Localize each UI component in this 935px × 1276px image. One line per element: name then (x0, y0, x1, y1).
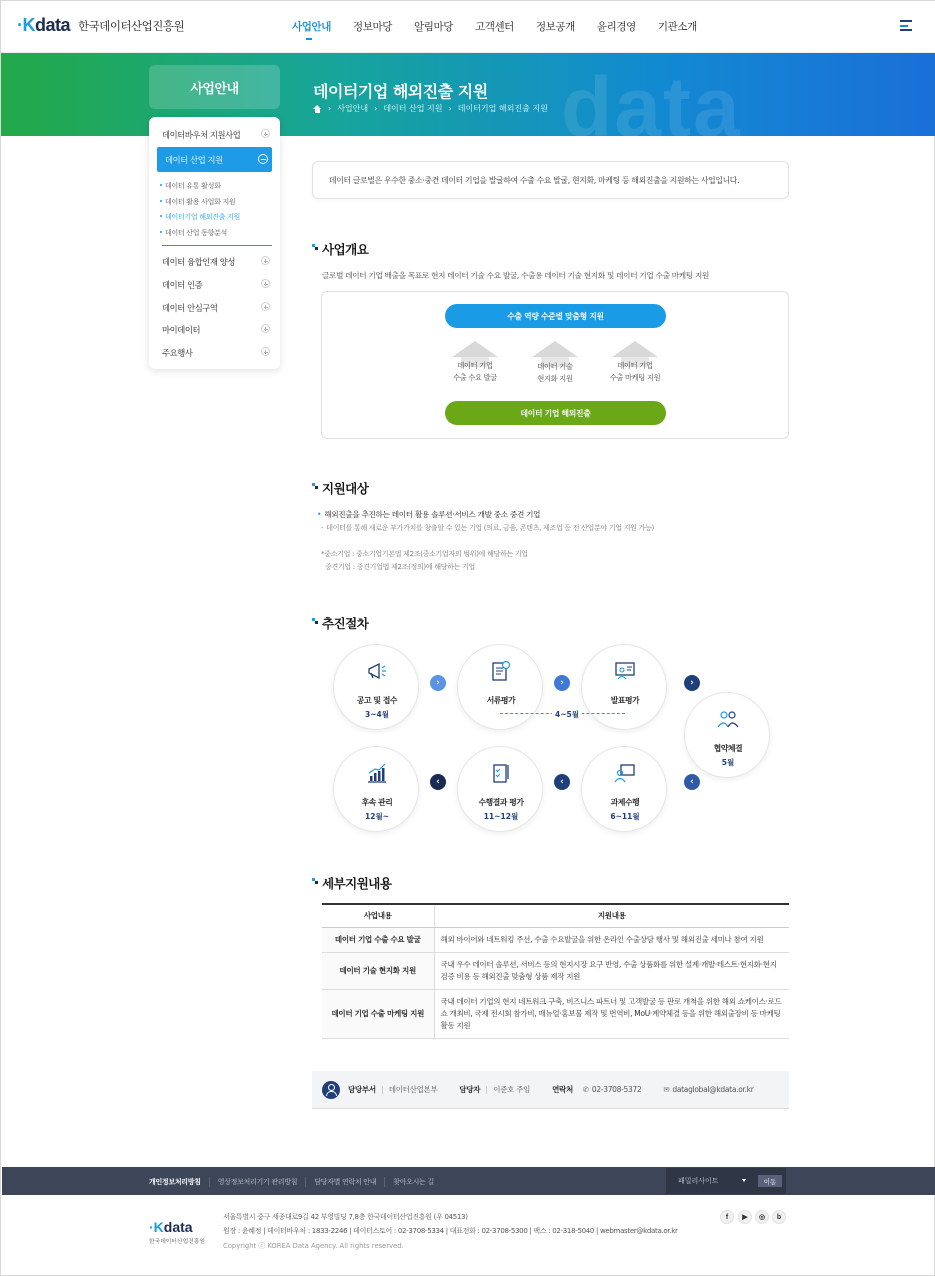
breadcrumb (313, 103, 548, 114)
sidebar-menu (149, 117, 280, 369)
nav-disclosure[interactable]: 정보공개 (535, 21, 575, 33)
home-icon[interactable] (313, 105, 322, 113)
step-label: 협약체결 (713, 744, 743, 753)
breadcrumb-sep-icon: › (328, 104, 332, 113)
step-period: 12월~ (365, 812, 389, 821)
logo-org-name: 한국데이터산업진흥원 (78, 18, 185, 33)
target-main: • 해외진출을 추진하는 데이터 활용 솔루션·서비스 개발 중소 중견 기업 (317, 509, 540, 520)
contact-dept: 데이터산업본부 (388, 1085, 438, 1094)
arrow-label-marketing (595, 360, 675, 384)
breadcrumb-sep-icon: › (448, 104, 452, 113)
sidebar-divider (162, 245, 272, 246)
page-title: 데이터기업 해외진출 지원 (313, 82, 488, 101)
sidebar-item-safe-zone[interactable]: 데이터 안심구역 (162, 303, 218, 313)
row-name: 데이터 기업 수출 마케팅 지원 (322, 989, 434, 1038)
contact-person: 이준호 주임 (493, 1085, 531, 1094)
step-period: 6~11월 (610, 812, 640, 821)
step-agreement (684, 692, 770, 778)
chevron-right-icon: › (684, 675, 700, 691)
kdata-logo[interactable] (17, 15, 184, 36)
blog-icon[interactable]: b (772, 1210, 786, 1224)
footer-link-directions[interactable]: 찾아오시는 길 (393, 1178, 434, 1186)
sidebar-title: 사업안내 (149, 65, 280, 109)
breadcrumb-item[interactable]: 사업안내 (337, 104, 369, 113)
arrow-label-line: 데이터 기술 (537, 362, 573, 371)
document-review-icon (489, 659, 513, 683)
divider (382, 1086, 383, 1094)
row-name: 데이터 기업 수출 수요 발굴 (322, 927, 434, 952)
nav-info[interactable]: 정보마당 (352, 21, 392, 33)
sidebar-sub-trends[interactable]: 데이터 산업 동향분석 (165, 229, 228, 237)
family-site-go-button[interactable]: 이동 (758, 1175, 782, 1187)
step-label: 서류평가 (486, 696, 516, 705)
footer-address: 서울특별시 중구 세종대로9길 42 부영빌딩 7,8층 한국데이터산업진흥원 (우 04513) (223, 1213, 468, 1221)
sidebar-item-mydata[interactable]: 마이데이터 (162, 325, 201, 335)
arrow-label-localization (515, 361, 595, 385)
sidebar-item-events[interactable]: 주요행사 (162, 348, 193, 358)
nav-business[interactable]: 사업안내 (292, 21, 331, 33)
sidebar-sub-overseas[interactable]: 데이터기업 해외진출 지원 (165, 213, 240, 221)
step-label: 공고 및 접수 (356, 696, 398, 705)
nav-ethics[interactable]: 윤리경영 (596, 21, 636, 33)
detail-table (322, 903, 789, 1039)
target-sub: - 데이터를 통해 새로운 부가가치를 창출할 수 있는 기업 (의료, 금융, 콘텐츠, 제조업 등 전 산업분야 기업 지원 가능) (321, 523, 654, 533)
sidebar-item-label: 데이터 산업 지원 (165, 154, 223, 165)
contact-person-label: 담당자 (459, 1085, 481, 1094)
column-header: 사업내용 (322, 904, 434, 927)
plus-icon[interactable] (261, 324, 270, 333)
step-execution (581, 746, 667, 832)
chevron-right-icon: › (554, 675, 570, 691)
contact-bar (312, 1071, 789, 1109)
arrow-label-line: 데이터 기업 (617, 361, 653, 370)
family-site-label: 패밀리사이트 (678, 1177, 719, 1185)
footer-copyright: Copyright ⓒ KOREA Data Agency. All rights reserved. (223, 1242, 404, 1250)
banner-watermark: data (561, 60, 742, 136)
overview-desc: 글로벌 데이터 기업 배출을 목표로 현지 데이터 기술 수요 발굴, 수출용 데이터 기술 현지화 및 데이터 기업 수출 마케팅 지원 (322, 271, 710, 280)
plus-icon[interactable] (261, 279, 270, 288)
step-period: 11~12월 (483, 812, 519, 821)
footer-logo-mark: ·Kdata (149, 1219, 193, 1235)
sidebar-item-voucher[interactable]: 데이터바우처 지원사업 (162, 130, 241, 140)
shared-period: 4~5월 (552, 709, 582, 720)
nav-active-indicator (306, 38, 312, 40)
task-icon (613, 761, 637, 785)
footer-logo-sub: 한국데이터산업진흥원 (149, 1239, 205, 1245)
growth-chart-icon (365, 761, 389, 785)
footer-logo (149, 1219, 205, 1245)
step-label: 후속 관리 (361, 798, 393, 807)
row-name: 데이터 기술 현지화 지원 (322, 952, 434, 989)
row-content: 국내 데이터 기업의 현지 네트워크 구축, 비즈니스 파트너 및 고객발굴 등 판로 개척을 위한 해외 쇼케이스·로드쇼 개최비, 국제 전시회 참가비, 매뉴얼·홍보물 제작 및 번역비, MoU·계약체결 등을 위한 해외출장비 등 마케팅 활동 지원 (434, 989, 789, 1038)
footer-links (149, 1177, 450, 1187)
youtube-icon[interactable]: ▶ (738, 1210, 752, 1224)
plus-icon[interactable] (261, 347, 270, 356)
footer-info: 원장 : 윤혜정 | 데이터바우처 : 1833-2246 | 데이터스토어 : 02-3708-5334 | 대표전화 : 02-3708-5300 | 팩스 : 02-318-5040 | webmaster@kdata.or.kr (223, 1227, 678, 1235)
plus-icon[interactable] (261, 256, 270, 265)
table-row (322, 927, 789, 952)
chevron-down-icon (742, 1179, 746, 1182)
step-period: 3~4월 (365, 710, 389, 719)
site-header (1, 1, 935, 53)
nav-customer[interactable]: 고객센터 (474, 21, 514, 33)
breadcrumb-sep-icon: › (374, 104, 378, 113)
divider (486, 1086, 487, 1094)
step-period: 5월 (721, 758, 735, 767)
minus-icon[interactable] (258, 154, 268, 164)
footer-bar (2, 1167, 935, 1195)
arrow-label-line: 현지화 지원 (537, 374, 573, 383)
section-title-overview: 사업개요 (312, 240, 368, 258)
logo-mark: ·Kdata (17, 15, 71, 35)
arrow-label-line: 수출 수요 발굴 (453, 373, 497, 382)
sidebar-item-talent[interactable]: 데이터 융합인재 양성 (162, 257, 236, 267)
phone-icon: ✆ (582, 1085, 589, 1094)
chevron-left-icon: ‹ (554, 774, 570, 790)
step-follow-up (333, 746, 419, 832)
section-title-target: 지원대상 (312, 479, 368, 497)
sidebar-item-industry-support[interactable] (157, 147, 272, 172)
arrow-label-demand (435, 360, 515, 384)
sidebar-sub-distribution[interactable]: 데이터 유통 활성화 (165, 182, 221, 190)
step-label: 과제수행 (610, 798, 640, 807)
hamburger-menu-icon[interactable] (900, 20, 912, 31)
step-result-evaluation (457, 746, 543, 832)
target-note: *중소기업 : 중소기업기본법 제2조(중소기업자의 범위)에 해당하는 기업 (321, 550, 528, 558)
arrow-label-line: 수출 마케팅 지원 (609, 373, 661, 382)
main-nav (292, 19, 719, 34)
footer-link-privacy[interactable]: 개인정보처리방침 (149, 1177, 210, 1187)
contact-phone[interactable]: 02-3708-5372 (591, 1085, 642, 1094)
handshake-icon (716, 707, 740, 731)
facebook-icon[interactable]: f (720, 1210, 734, 1224)
table-row (322, 989, 789, 1038)
target-note: 중견기업 : 중견기업법 제2조(정의)에 해당하는 기업 (325, 563, 475, 571)
bottom-pill: 데이터 기업 해외진출 (445, 401, 666, 425)
plus-icon[interactable] (261, 302, 270, 311)
sidebar-sub-commercialization[interactable]: 데이터 활용 사업화 지원 (165, 198, 236, 206)
checklist-icon (489, 761, 513, 785)
step-presentation (581, 644, 667, 730)
nav-notice[interactable]: 알림마당 (413, 21, 453, 33)
plus-icon[interactable] (261, 129, 270, 138)
person-icon (322, 1081, 340, 1099)
footer-link-contacts[interactable]: 담당자별 연락처 안내 (314, 1177, 385, 1187)
megaphone-icon (365, 659, 389, 683)
chevron-left-icon: ‹ (684, 774, 700, 790)
table-row (322, 952, 789, 989)
step-document-review (457, 644, 543, 730)
top-pill: 수출 역량 수준별 맞춤형 지원 (445, 304, 666, 328)
intro-box: 데이터 글로벌은 우수한 중소·중견 데이터 기업을 발굴하여 수출 수요 발굴, 현지화, 마케팅 등 해외진출을 지원하는 사업입니다. (312, 161, 789, 199)
sidebar-item-certification[interactable]: 데이터 인증 (162, 280, 203, 290)
step-announcement (333, 644, 419, 730)
section-title-detail: 세부지원내용 (312, 874, 391, 892)
row-content: 해외 바이어와 네트워킹 주선, 수출 수요발굴을 위한 온라인 수출상담 행사 및 해외진출 세미나 참여 지원 (434, 927, 789, 952)
arrow-label-line: 데이터 기업 (457, 361, 493, 370)
contact-phone-label: 연락처 (552, 1085, 573, 1094)
row-content: 국내 우수 데이터 솔루션, 서비스 등의 현지시장 요구 반영, 수출 상품화를 위한 설계·개발·테스트·현지화·현지검증 비용 등 해외진출 맞춤형 상품 제작 지원 (434, 952, 789, 989)
chevron-left-icon: ‹ (430, 774, 446, 790)
footer-link-cctv[interactable]: 영상정보처리기기 관리방침 (218, 1177, 306, 1187)
mail-icon: ✉ (663, 1085, 670, 1094)
step-label: 발표평가 (610, 696, 640, 705)
breadcrumb-item[interactable]: 데이터 산업 지원 (383, 104, 443, 113)
chevron-right-icon: › (430, 675, 446, 691)
table-header-row (322, 904, 789, 927)
column-header: 지원내용 (434, 904, 789, 927)
instagram-icon[interactable]: ◎ (755, 1210, 769, 1224)
step-label: 수행결과 평가 (478, 798, 524, 807)
contact-email[interactable]: dataglobal@kdata.or.kr (672, 1085, 754, 1094)
contact-dept-label: 담당부서 (348, 1085, 376, 1094)
section-title-process: 추진절차 (312, 614, 368, 632)
breadcrumb-item[interactable]: 데이터기업 해외진출 지원 (457, 104, 548, 113)
nav-about[interactable]: 기관소개 (657, 21, 697, 33)
presentation-icon (613, 659, 637, 683)
